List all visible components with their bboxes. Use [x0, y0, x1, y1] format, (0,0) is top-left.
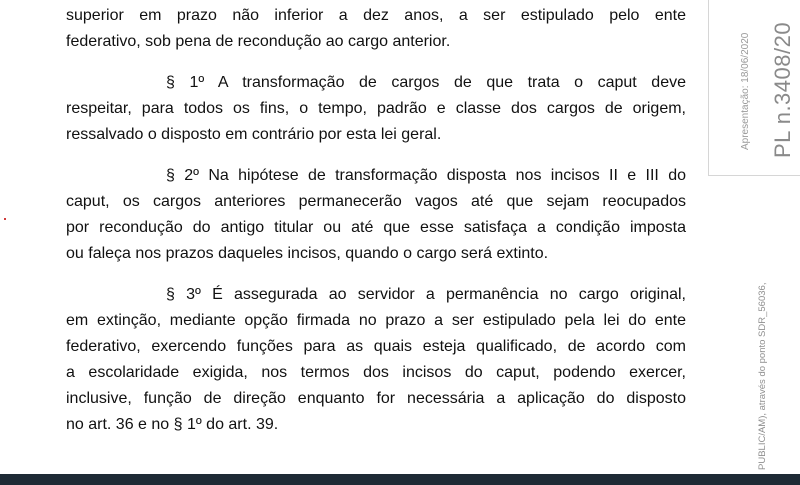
- document-body: [66, 3, 686, 453]
- text-line: em extinção, mediante opção firmada no prazo a ser estipulado pela lei do ente: [66, 312, 686, 329]
- margin-mark: [4, 218, 6, 220]
- text-line: ressalvado o disposto em contrário por esta lei geral.: [66, 126, 442, 143]
- text-line: superior em prazo não inferior a dez anos, a ser estipulado pelo ente: [66, 7, 686, 24]
- text-line: § 3º É assegurada ao servidor a permanência no cargo original,: [166, 286, 686, 303]
- text-line: ou faleça nos prazos daqueles incisos, quando o cargo será extinto.: [66, 245, 549, 262]
- text-line: federativo, exercendo funções para as quais esteja qualificado, de acordo com: [66, 338, 686, 355]
- stamp-bill-number: PL n.3408/20: [770, 21, 795, 158]
- text-line: respeitar, para todos os fins, o tempo, padrão e classe dos cargos de origem,: [66, 100, 686, 117]
- text-line: inclusive, função de direção enquanto for necessária a aplicação do disposto: [66, 390, 686, 407]
- text-line: § 2º Na hipótese de transformação disposta nos incisos II e III do: [166, 167, 686, 184]
- paragraph-2: [66, 163, 686, 267]
- side-authentication-note: PUBLIC/AM), através do ponto SDR_56036,: [757, 282, 768, 470]
- text-line: federativo, sob pena de recondução ao cargo anterior.: [66, 33, 451, 50]
- paragraph-1: [66, 70, 686, 148]
- text-line: caput, os cargos anteriores permanecerão vagos até que sejam reocupados: [66, 193, 686, 210]
- text-line: § 1º A transformação de cargos de que trata o caput deve: [166, 74, 686, 91]
- bottom-taskbar-strip: [0, 474, 800, 485]
- paragraph-caput-end: [66, 3, 686, 55]
- stamp-date: Apresentação: 18/06/2020: [740, 32, 751, 150]
- text-line: por recondução do antigo titular ou até que esse satisfaça a condição imposta: [66, 219, 686, 236]
- text-line: a escolaridade exigida, nos termos dos incisos do caput, podendo exercer,: [66, 364, 686, 381]
- text-line: no art. 36 e no § 1º do art. 39.: [66, 416, 279, 433]
- paragraph-3: [66, 282, 686, 438]
